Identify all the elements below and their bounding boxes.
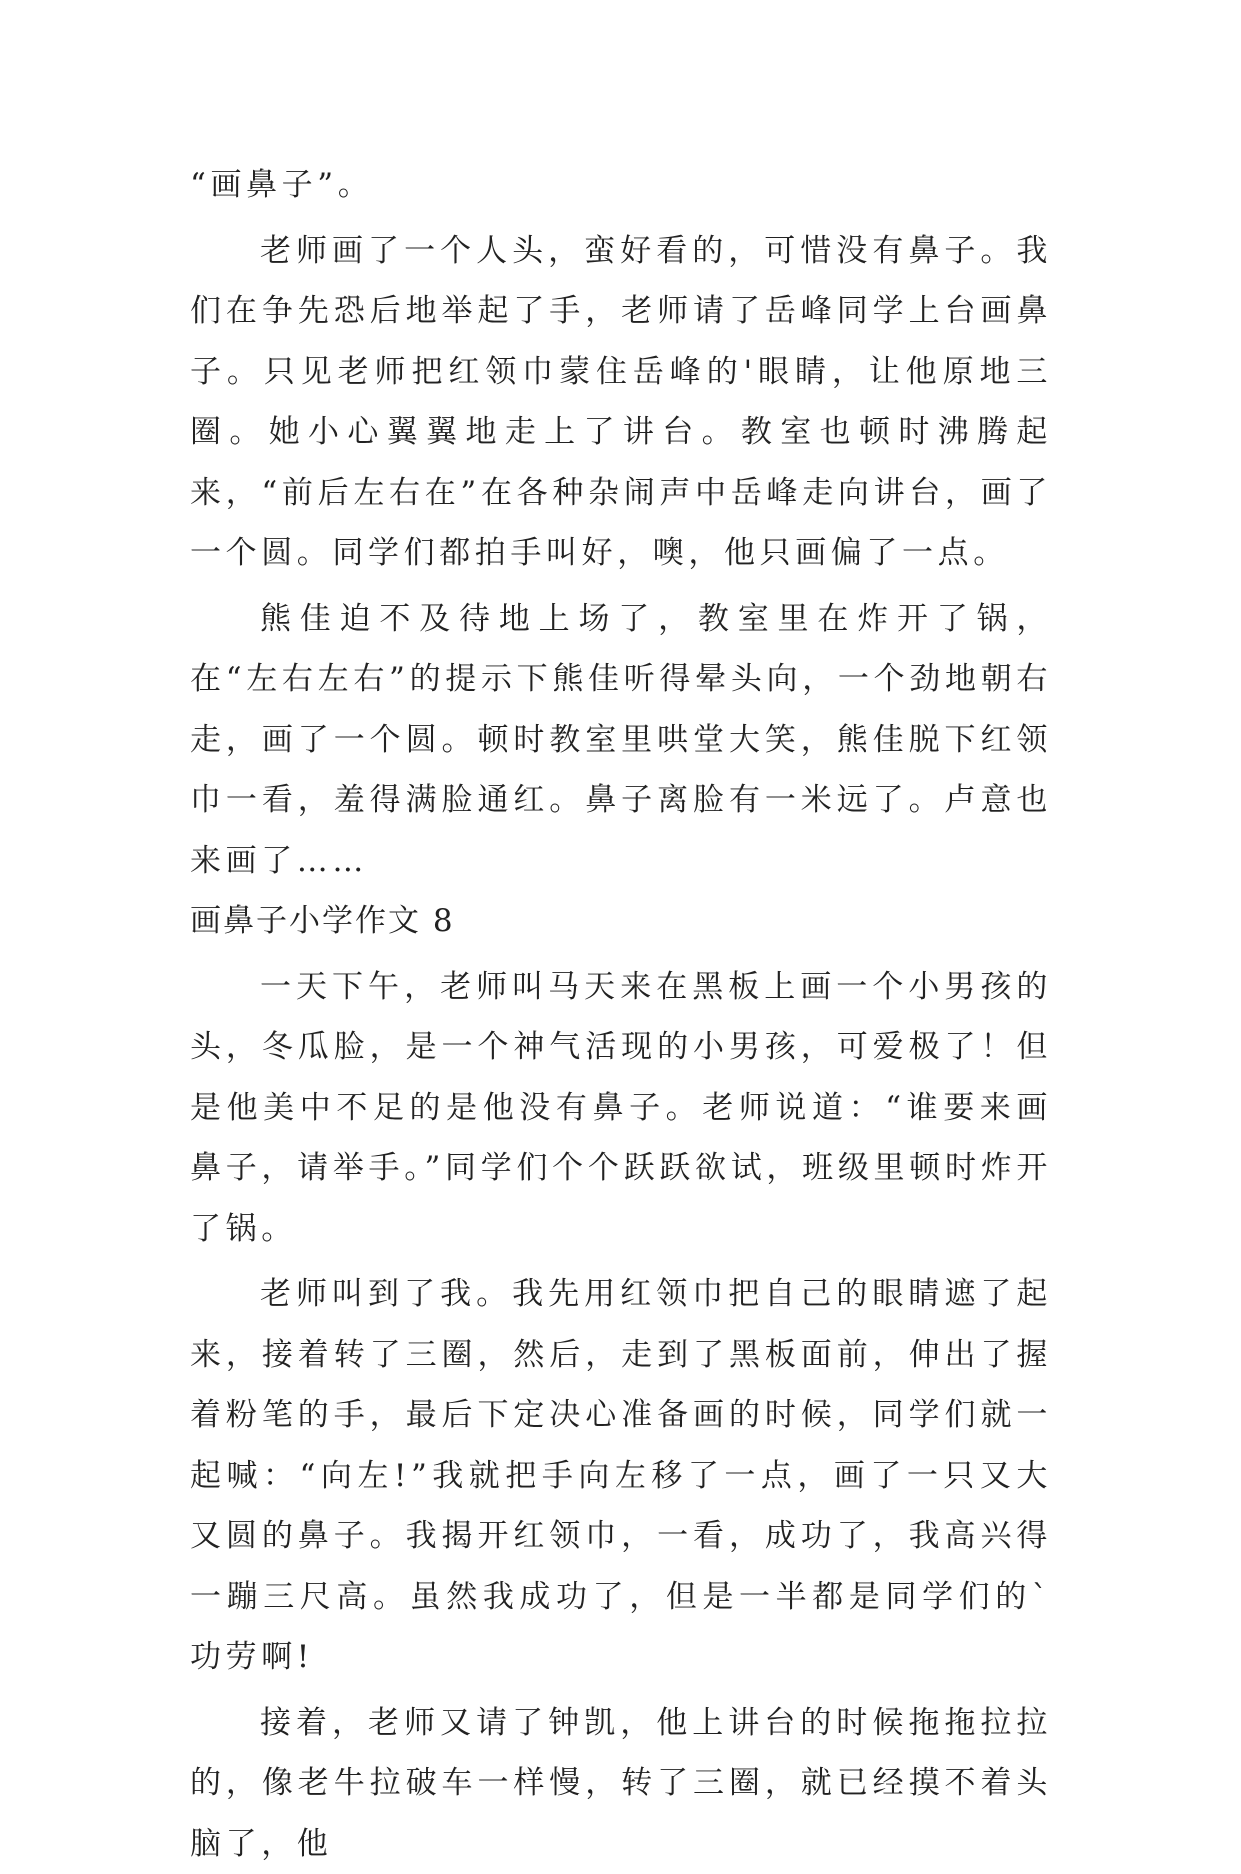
paragraph: 老师叫到了我。我先用红领巾把自己的眼睛遮了起来，接着转了三圈，然后，走到了黑板面前，伸出了握着粉笔的手，最后下定决心准备画的时候，同学们就一起喊：“向左!”我就把手向左移了一点，画了一只又大又圆的鼻子。我揭开红领巾，一看，成功了，我高兴得一蹦三尺高。虽然我成功了，但是一半都是同学们的`功劳啊! — [190, 1264, 1052, 1688]
paragraph-title-continuation: “画鼻子”。 — [190, 155, 1052, 216]
paragraph: 熊佳迫不及待地上场了，教室里在炸开了锅，在“左右左右”的提示下熊佳听得晕头向，一个劲地朝右走，画了一个圆。顿时教室里哄堂大笑，熊佳脱下红领巾一看，羞得满脸通红。鼻子离脸有一米远了。卢意也来画了…… — [190, 589, 1052, 892]
paragraph: 老师画了一个人头，蛮好看的，可惜没有鼻子。我们在争先恐后地举起了手，老师请了岳峰同学上台画鼻子。只见老师把红领巾蒙住岳峰的'眼睛，让他原地三圈。她小心翼翼地走上了讲台。教室也顿时沸腾起来，“前后左右在”在各种杂闹声中岳峰走向讲台，画了一个圆。同学们都拍手叫好，噢，他只画偏了一点。 — [190, 221, 1052, 584]
section-heading: 画鼻子小学作文 8 — [190, 891, 1052, 952]
paragraph: 接着，老师又请了钟凯，他上讲台的时候拖拖拉拉的，像老牛拉破车一样慢，转了三圈，就已经摸不着头脑了，他 — [190, 1693, 1052, 1874]
paragraph: 一天下午，老师叫马天来在黑板上画一个小男孩的头，冬瓜脸，是一个神气活现的小男孩，可爱极了！但是他美中不足的是他没有鼻子。老师说道：“谁要来画鼻子，请举手。”同学们个个跃跃欲试，班级里顿时炸开了锅。 — [190, 957, 1052, 1260]
document-body — [190, 155, 1052, 1874]
